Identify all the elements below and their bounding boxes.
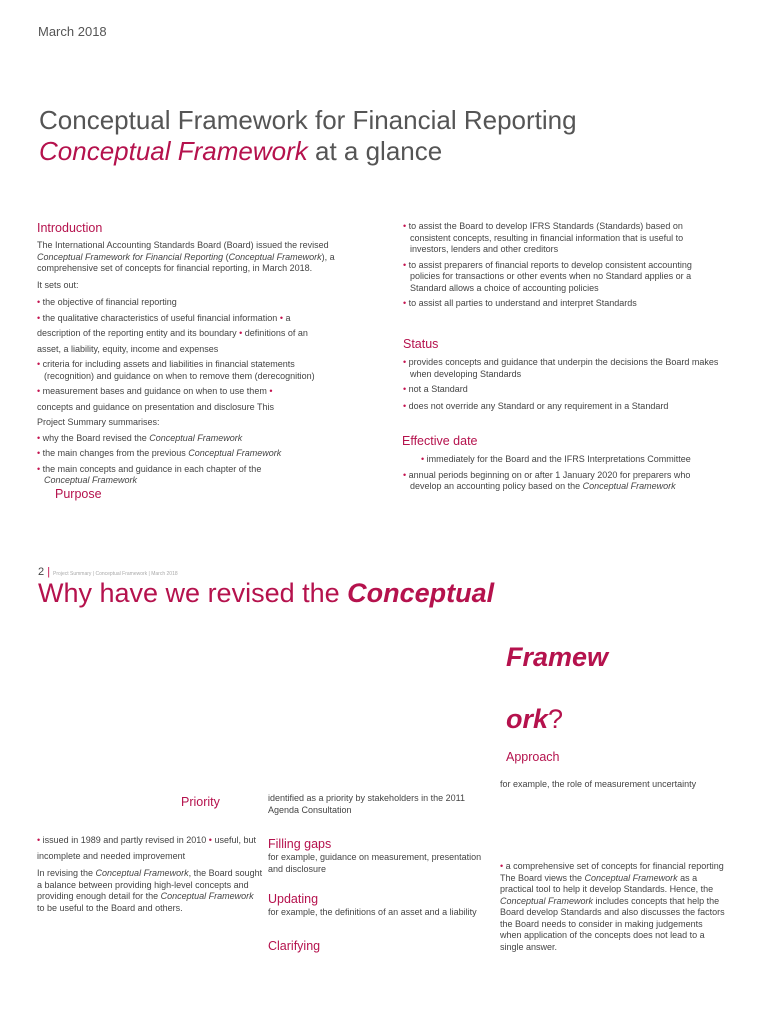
- bullet-icon: •: [403, 384, 407, 394]
- intro-line: comprehensive set of concepts for financial reporting, in March 2018.: [37, 263, 313, 273]
- paragraph-text: providing enough detail for the: [37, 891, 161, 901]
- framework-description: [500, 861, 740, 953]
- filling-gaps-heading: Filling gaps: [268, 837, 332, 851]
- filling-gaps-line: for example, guidance on measurement, presentation: [268, 852, 482, 862]
- list-item: [403, 260, 733, 295]
- intro-line: [37, 252, 367, 264]
- list-item-text: incomplete and needed improvement: [37, 850, 186, 861]
- list-item: asset, a liability, equity, income and expenses: [37, 343, 219, 354]
- paragraph-text: to be useful to the Board and others.: [37, 902, 183, 913]
- effective-date-list: [403, 454, 743, 493]
- bullet-icon: •: [37, 312, 41, 323]
- page-number-value: 2: [38, 566, 45, 578]
- list-item: [403, 221, 733, 256]
- intro-line: The International Accounting Standards Board (Board) issued the revised: [37, 240, 329, 250]
- list-item-italic: Conceptual Framework: [582, 481, 676, 491]
- list-item-text: the qualitative characteristics of useful financial information: [42, 312, 278, 323]
- introduction-heading: Introduction: [37, 221, 103, 235]
- list-item-text: useful, but: [211, 835, 256, 845]
- list-item-text: issued in 1989 and partly revised in 2010: [42, 835, 207, 845]
- description-line: the Board needs to consider in making judgements: [500, 918, 703, 929]
- priority-line: Agenda Consultation: [268, 804, 352, 815]
- list-item-text: annual periods beginning on or after 1 January 2020 for preparers who: [408, 469, 691, 480]
- section-question-heading: [38, 578, 494, 609]
- paragraph-text: a balance between providing high-level concepts and: [37, 879, 249, 890]
- subtitle-italic: Conceptual Framework: [39, 136, 308, 166]
- list-item-text: Standard allows a choice of accounting policies: [410, 282, 599, 293]
- heading-text: Why have we revised the: [38, 578, 348, 608]
- question-mark: ?: [548, 704, 564, 734]
- document-date: March 2018: [38, 24, 107, 39]
- heading-fragment: Framew: [506, 642, 609, 672]
- description-line: single answer.: [500, 941, 558, 952]
- list-item-text: a comprehensive set of concepts for financial reporting: [503, 861, 724, 871]
- description-text: includes concepts that help the: [593, 895, 720, 906]
- list-item-text: why the Board revised the: [42, 432, 150, 443]
- bullet-icon: •: [421, 454, 425, 464]
- list-item: [403, 470, 743, 493]
- document-subtitle: [39, 136, 442, 167]
- list-item: concepts and guidance on presentation and disclosure This: [37, 401, 274, 412]
- list-item-italic: Conceptual Framework: [44, 475, 138, 485]
- list-item-text: to assist the Board to develop IFRS Standards (Standards) based on: [408, 221, 683, 231]
- description-italic: Conceptual Framework: [584, 872, 678, 883]
- bullet-icon: •: [37, 432, 41, 443]
- revising-paragraph: [37, 868, 265, 914]
- list-item-text: the main concepts and guidance in each chapter of the: [42, 463, 262, 474]
- list-item-text: immediately for the Board and the IFRS Interpretations Committee: [426, 454, 691, 464]
- approach-text: for example, the role of measurement uncertainty: [500, 779, 697, 789]
- bullet-icon: •: [37, 386, 41, 396]
- list-item: [37, 359, 337, 382]
- list-item-text: develop an accounting policy based on the: [410, 481, 583, 491]
- list-item-text: consistent concepts, resulting in financial information that is useful to: [410, 232, 684, 243]
- description-italic: Conceptual Framework: [500, 895, 594, 906]
- priority-line: identified as a priority by stakeholders in the 2011: [268, 793, 465, 803]
- list-item-text: a: [282, 312, 291, 323]
- document-title: Conceptual Framework for Financial Reporting: [39, 105, 577, 135]
- list-item: [403, 384, 743, 396]
- bullet-icon: •: [37, 297, 41, 307]
- priority-text: [268, 793, 498, 816]
- description-line: [500, 896, 740, 908]
- bullet-icon: •: [269, 386, 273, 396]
- purpose-list: [403, 221, 733, 310]
- list-item-text: to assist preparers of financial reports to develop consistent accounting: [408, 259, 692, 270]
- filling-gaps-text: [268, 852, 496, 875]
- list-item-text: description of the reporting entity and its boundary: [37, 328, 237, 338]
- list-item-text: the main changes from the previous: [42, 448, 189, 458]
- bullet-icon: •: [403, 400, 407, 411]
- background-text: [37, 835, 265, 914]
- list-item-text: provides concepts and guidance that underpin the decisions the Board makes: [408, 357, 719, 367]
- bullet-icon: •: [403, 357, 407, 367]
- heading-fragment-2: [506, 704, 563, 735]
- list-item-text: investors, lenders and other creditors: [410, 244, 559, 254]
- bullet-icon: •: [500, 861, 504, 871]
- status-heading: Status: [403, 337, 439, 351]
- description-line: when application of the concepts does not lead to a: [500, 930, 705, 940]
- description-line: Board develop Standards and also discusses the factors: [500, 907, 725, 917]
- updating-text: for example, the definitions of an asset and a liability: [268, 907, 477, 917]
- introduction-text: [37, 240, 367, 275]
- list-item-text: when developing Standards: [410, 368, 522, 379]
- bullet-icon: •: [403, 259, 407, 270]
- list-item: [500, 861, 740, 873]
- bullet-icon: •: [403, 221, 407, 231]
- list-item-text: the objective of financial reporting: [42, 297, 177, 307]
- status-list: [403, 357, 743, 412]
- page-divider: |: [47, 566, 51, 578]
- list-item: [403, 357, 743, 380]
- page-number: [38, 566, 178, 578]
- description-line: practical tool to help it develop Standards. Hence, the: [500, 884, 714, 894]
- page-caption: Project Summary | Conceptual Framework | March 2018: [53, 571, 178, 577]
- heading-fragment-text: ork: [506, 704, 549, 734]
- list-item: [37, 386, 337, 398]
- intro-bullet-list: [37, 297, 337, 487]
- intro-text: (: [223, 251, 229, 262]
- list-item: [403, 298, 733, 310]
- list-item: [37, 448, 337, 460]
- list-item-text: (recognition) and guidance on when to remove them (derecognition): [44, 370, 315, 381]
- bullet-icon: •: [37, 835, 41, 845]
- list-item-text: policies for transactions or other events when no Standard applies or a: [410, 271, 692, 281]
- description-line: [500, 873, 740, 885]
- list-item-text: criteria for including assets and liabilities in financial statements: [42, 359, 295, 369]
- list-item: [37, 297, 337, 309]
- list-item: [37, 313, 337, 325]
- subtitle-rest: at a glance: [307, 136, 443, 166]
- list-item-italic: Conceptual Framework: [149, 432, 243, 443]
- description-text: as a: [677, 872, 698, 883]
- bullet-icon: •: [403, 298, 407, 308]
- effective-date-heading: Effective date: [402, 434, 478, 448]
- intro-italic: Conceptual Framework for Financial Reporting: [37, 251, 224, 262]
- list-item-text: to assist all parties to understand and interpret Standards: [408, 298, 637, 308]
- list-item-text: measurement bases and guidance on when to use them: [42, 386, 267, 396]
- intro-italic: Conceptual Framework: [228, 251, 322, 262]
- filling-gaps-line: and disclosure: [268, 863, 327, 874]
- approach-heading: Approach: [506, 750, 560, 764]
- clarifying-heading: Clarifying: [268, 939, 321, 953]
- list-item: Project Summary summarises:: [37, 417, 160, 427]
- bullet-icon: •: [208, 835, 212, 845]
- list-item-text: does not override any Standard or any requirement in a Standard: [408, 400, 669, 411]
- bullet-icon: •: [239, 328, 243, 338]
- paragraph-italic: Conceptual Framework: [160, 891, 254, 901]
- priority-heading: Priority: [181, 795, 220, 809]
- heading-bold-italic: Conceptual: [347, 578, 495, 608]
- list-item: [37, 464, 337, 487]
- bullet-icon: •: [37, 359, 41, 369]
- updating-heading: Updating: [268, 892, 319, 906]
- list-item: [403, 454, 743, 466]
- paragraph-text: In revising the: [37, 868, 96, 878]
- list-item-text: definitions of an: [242, 328, 308, 338]
- bullet-icon: •: [403, 469, 407, 480]
- description-text: The Board views the: [500, 872, 585, 883]
- list-item: [403, 401, 743, 413]
- intro-text: ), a: [321, 251, 335, 262]
- sets-out-label: It sets out:: [37, 280, 79, 290]
- bullet-icon: •: [37, 463, 41, 474]
- bullet-icon: •: [279, 312, 283, 323]
- bullet-icon: •: [37, 448, 41, 458]
- list-item-text: not a Standard: [408, 384, 468, 394]
- paragraph-italic: Conceptual Framework: [95, 868, 189, 878]
- list-item: [37, 835, 265, 847]
- list-item: [37, 433, 337, 445]
- paragraph-text: , the Board sought: [188, 868, 263, 878]
- list-item-italic: Conceptual Framework: [188, 448, 282, 458]
- list-item: [37, 328, 337, 340]
- purpose-heading: Purpose: [55, 487, 102, 501]
